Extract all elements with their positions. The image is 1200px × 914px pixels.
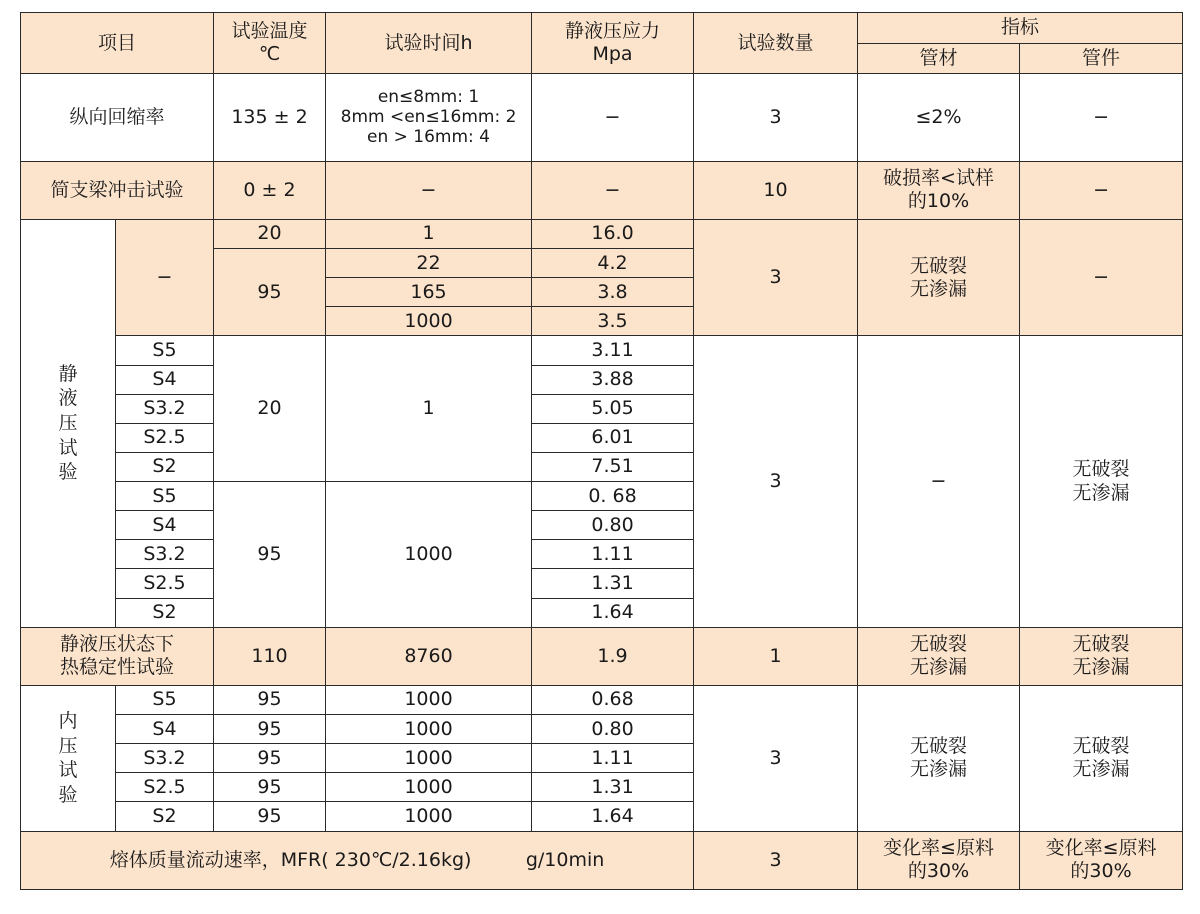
hydro-a-time: 1	[326, 219, 532, 248]
internal-time: 1000	[326, 685, 532, 714]
hydro-count: 3	[694, 336, 858, 627]
internal-series: S4	[116, 715, 214, 744]
hydro-label: 静 液 压 试 验	[21, 219, 116, 627]
shrink-pressure: −	[532, 74, 694, 161]
impact-temp: 0 ± 2	[214, 161, 326, 219]
internal-pressure: 0.68	[532, 685, 694, 714]
hydro-a-pressure: 3.5	[532, 307, 694, 336]
header-temperature: 试验温度 ℃	[214, 13, 326, 74]
hydro-b-temp: 20	[214, 336, 326, 482]
internal-fitting: 无破裂 无渗漏	[1020, 685, 1183, 831]
hydro-a-time: 22	[326, 249, 532, 278]
hydro-a-temp-95: 95	[214, 249, 326, 336]
mfr-label: 熔体质量流动速率，MFR( 230℃/2.16kg) g/10min	[21, 831, 694, 889]
hydro-a-temp-20: 20	[214, 219, 326, 248]
hydro-b-series: S5	[116, 336, 214, 365]
hydro-c-series: S5	[116, 482, 214, 511]
shrink-label: 纵向回缩率	[21, 74, 214, 161]
hydro-c-time: 1000	[326, 482, 532, 628]
internal-pressure: 0.80	[532, 715, 694, 744]
hydro-pipe: −	[858, 336, 1020, 627]
internal-pressure: 1.31	[532, 773, 694, 802]
impact-count: 10	[694, 161, 858, 219]
mfr-fitting: 变化率≤原料 的30%	[1020, 831, 1183, 889]
thermal-pipe: 无破裂 无渗漏	[858, 627, 1020, 685]
thermal-pressure: 1.9	[532, 627, 694, 685]
header-sample-count: 试验数量	[694, 13, 858, 74]
hydro-c-pressure: 1.11	[532, 540, 694, 569]
hydro-b-series: S2	[116, 452, 214, 481]
impact-pipe: 破损率<试样 的10%	[858, 161, 1020, 219]
header-test-time: 试验时间h	[326, 13, 532, 74]
internal-time: 1000	[326, 715, 532, 744]
hydro-c-pressure: 0. 68	[532, 482, 694, 511]
hydro-fitting: 无破裂 无渗漏	[1020, 336, 1183, 627]
hydro-a-count: 3	[694, 219, 858, 336]
hydro-c-series: S3.2	[116, 540, 214, 569]
hydro-b-pressure: 5.05	[532, 394, 694, 423]
hydro-a-pipe: 无破裂 无渗漏	[858, 219, 1020, 336]
thermal-count: 1	[694, 627, 858, 685]
hydro-c-series: S4	[116, 511, 214, 540]
hydro-a-pressure: 3.8	[532, 278, 694, 307]
thermal-time: 8760	[326, 627, 532, 685]
internal-pipe: 无破裂 无渗漏	[858, 685, 1020, 831]
internal-time: 1000	[326, 802, 532, 831]
impact-fitting: −	[1020, 161, 1183, 219]
mfr-count: 3	[694, 831, 858, 889]
hydro-c-pressure: 1.64	[532, 598, 694, 627]
internal-series: S2	[116, 802, 214, 831]
shrink-pipe: ≤2%	[858, 74, 1020, 161]
hydro-a-fitting: −	[1020, 219, 1183, 336]
internal-series: S5	[116, 685, 214, 714]
hydro-b-pressure: 7.51	[532, 452, 694, 481]
hydro-b-pressure: 6.01	[532, 423, 694, 452]
hydro-b-pressure: 3.88	[532, 365, 694, 394]
hydro-c-temp: 95	[214, 482, 326, 628]
internal-temp: 95	[214, 773, 326, 802]
shrink-fitting: −	[1020, 74, 1183, 161]
internal-series: S2.5	[116, 773, 214, 802]
header-index: 指标	[858, 13, 1183, 44]
internal-series: S3.2	[116, 744, 214, 773]
shrink-temp: 135 ± 2	[214, 74, 326, 161]
header-pipe: 管材	[858, 44, 1020, 74]
internal-time: 1000	[326, 744, 532, 773]
thermal-label: 静液压状态下 热稳定性试验	[21, 627, 214, 685]
hydro-b-series: S2.5	[116, 423, 214, 452]
hydro-b-pressure: 3.11	[532, 336, 694, 365]
header-fitting: 管件	[1020, 44, 1183, 74]
thermal-fitting: 无破裂 无渗漏	[1020, 627, 1183, 685]
internal-pressure: 1.11	[532, 744, 694, 773]
hydro-a-time: 1000	[326, 307, 532, 336]
internal-temp: 95	[214, 715, 326, 744]
internal-temp: 95	[214, 802, 326, 831]
hydro-a-pressure: 4.2	[532, 249, 694, 278]
impact-label: 简支梁冲击试验	[21, 161, 214, 219]
test-specification-table	[20, 12, 1183, 890]
shrink-count: 3	[694, 74, 858, 161]
impact-pressure: −	[532, 161, 694, 219]
hydro-b-series: S4	[116, 365, 214, 394]
hydro-a-pressure: 16.0	[532, 219, 694, 248]
header-pressure: 静液压应力 Mpa	[532, 13, 694, 74]
hydro-c-pressure: 1.31	[532, 569, 694, 598]
hydro-c-pressure: 0.80	[532, 511, 694, 540]
impact-time: −	[326, 161, 532, 219]
internal-time: 1000	[326, 773, 532, 802]
hydro-c-series: S2	[116, 598, 214, 627]
internal-pressure: 1.64	[532, 802, 694, 831]
header-item: 项目	[21, 13, 214, 74]
internal-label: 内 压 试 验	[21, 685, 116, 831]
hydro-a-time: 165	[326, 278, 532, 307]
hydro-c-series: S2.5	[116, 569, 214, 598]
hydro-b-time: 1	[326, 336, 532, 482]
internal-count: 3	[694, 685, 858, 831]
internal-temp: 95	[214, 744, 326, 773]
hydro-a-sub: −	[116, 219, 214, 336]
internal-temp: 95	[214, 685, 326, 714]
shrink-time: en≤8mm: 1 8mm <en≤16mm: 2 en > 16mm: 4	[326, 74, 532, 161]
thermal-temp: 110	[214, 627, 326, 685]
hydro-b-series: S3.2	[116, 394, 214, 423]
mfr-pipe: 变化率≤原料 的30%	[858, 831, 1020, 889]
